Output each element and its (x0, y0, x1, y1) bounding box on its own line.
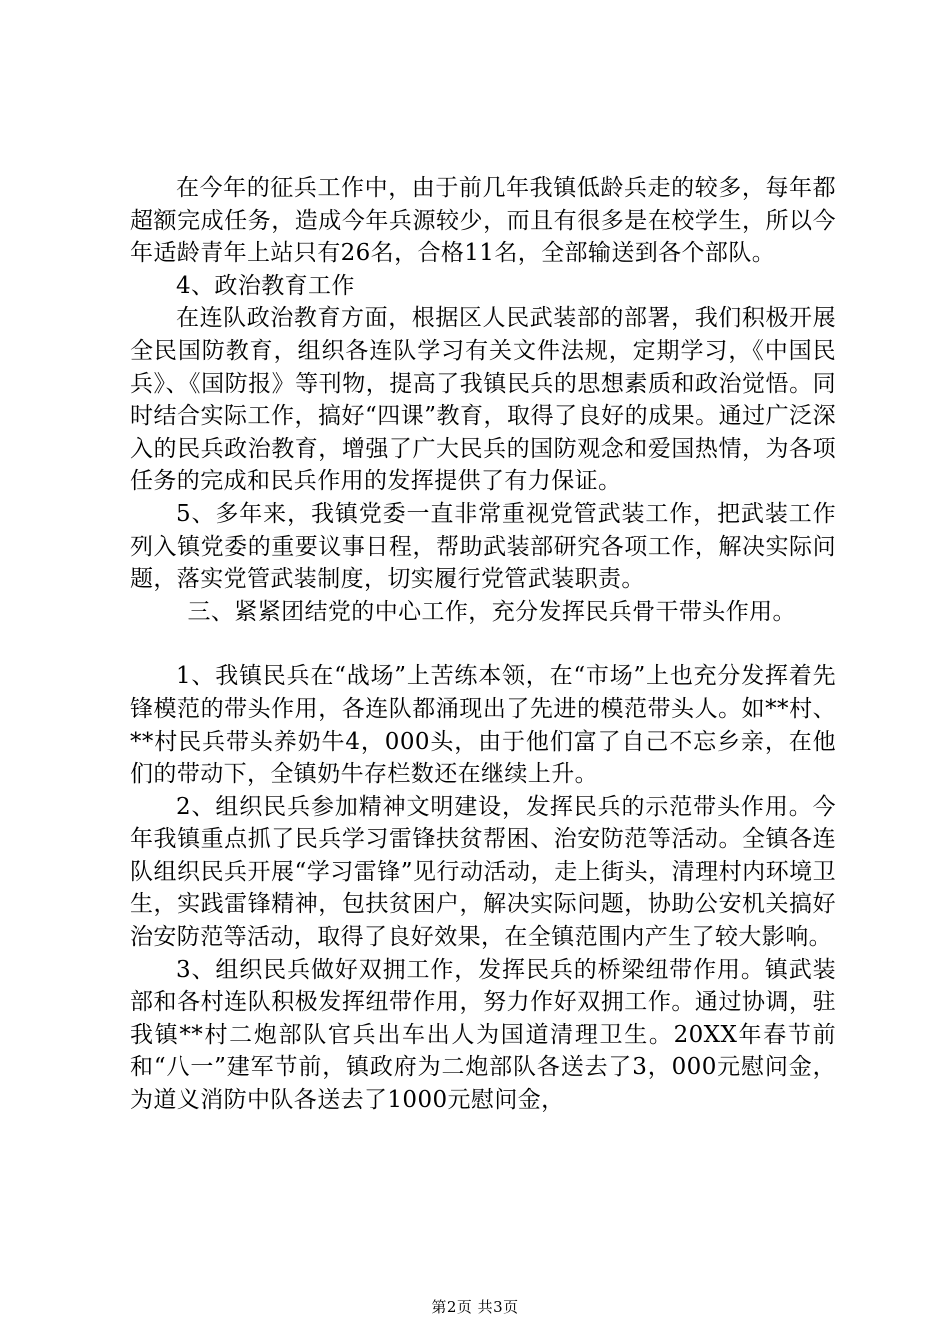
page-number-footer: 第2页 共3页 (431, 1298, 519, 1316)
paragraph-double-support: 3、组织民兵做好双拥工作，发挥民兵的桥梁纽带作用。镇武装部和各村连队积极发挥纽带作用，努力作好双拥工作。通过协调，驻我镇**村二炮部队官兵出车出人为国道清理卫生。20XX年春节前和“八一”建军节前，镇政府为二炮部队各送去了3，000元慰问金，为道义消防中队各送去了1000元慰问金， (130, 956, 836, 1114)
heading-political-education: 4、政治教育工作 (176, 272, 355, 299)
paragraph-civilization: 2、组织民兵参加精神文明建设，发挥民兵的示范带头作用。今年我镇重点抓了民兵学习雷锋扶贫帮困、治安防范等活动。全镇各连队组织民兵开展“学习雷锋”见行动活动，走上街头，清理村内环境卫生，实践雷锋精神，包扶贫困户，解决实际问题，协助公安机关搞好治安防范等活动，取得了良好效果，在全镇范围内产生了较大影响。 (130, 793, 836, 951)
paragraph-political-education: 在连队政治教育方面，根据区人民武装部的部署，我们积极开展全民国防教育，组织各连队学习有关文件法规，定期学习，《中国民兵》、《国防报》等刊物，提高了我镇民兵的思想素质和政治觉悟。同时结合实际工作，搞好“四课”教育，取得了良好的成果。通过广泛深入的民兵政治教育，增强了广大民兵的国防观念和爱国热情，为各项任务的完成和民兵作用的发挥提供了有力保证。 (130, 305, 836, 495)
paragraph-recruitment: 在今年的征兵工作中，由于前几年我镇低龄兵走的较多，每年都超额完成任务，造成今年兵源较少，而且有很多是在校学生，所以今年适龄青年上站只有26名，合格11名，全部输送到各个部队。 (130, 175, 836, 267)
paragraph-party-leadership: 5、多年来，我镇党委一直非常重视党管武装工作，把武装工作列入镇党委的重要议事日程，帮助武装部研究各项工作，解决实际问题，落实党管武装制度，切实履行党管武装职责。 (130, 500, 836, 593)
section-heading-three: 三、紧紧团结党的中心工作，充分发挥民兵骨干带头作用。 (187, 598, 796, 625)
paragraph-market-role: 1、我镇民兵在“战场”上苦练本领，在“市场”上也充分发挥着先锋模范的带头作用，各连队都涌现出了先进的模范带头人。如**村、**村民兵带头养奶牛4，000头，由于他们富了自己不忘乡亲，在他们的带动下，全镇奶牛存栏数还在继续上升。 (130, 663, 836, 788)
document-body (130, 172, 836, 1117)
